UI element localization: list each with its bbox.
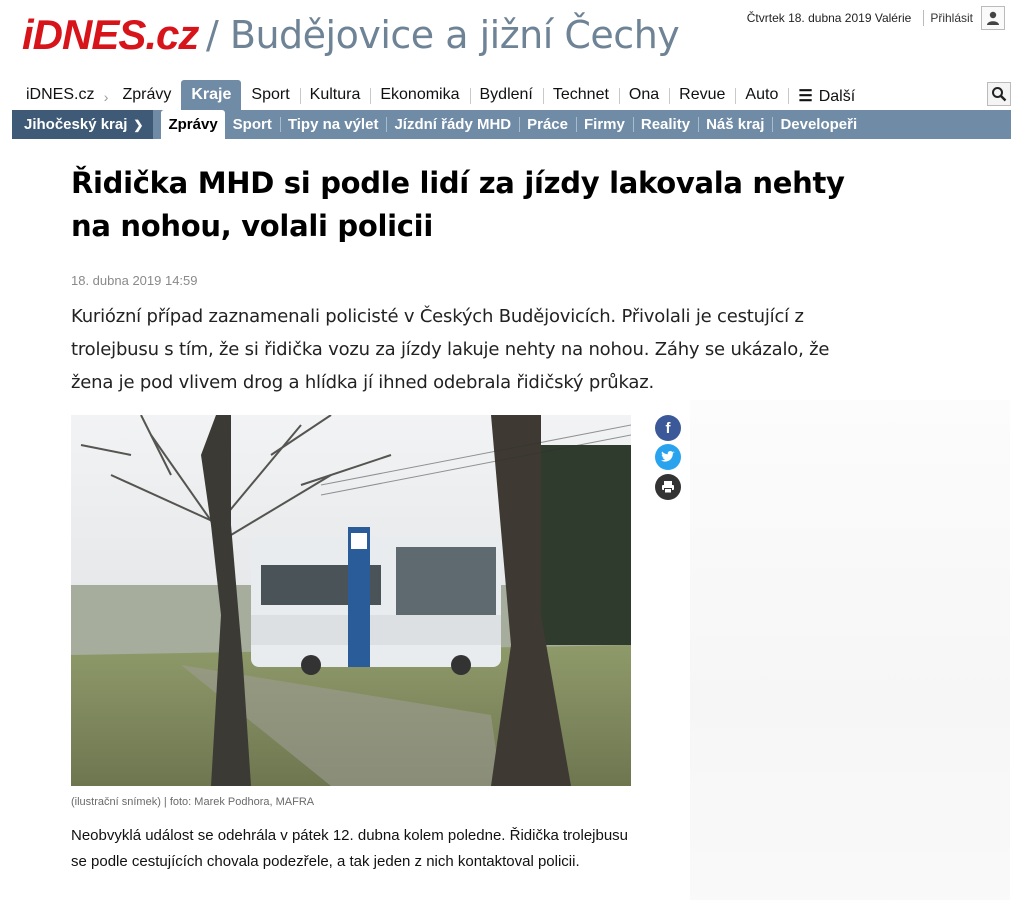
subnav-item-nas-kraj[interactable] (698, 110, 772, 139)
nav-label: Ekonomika (380, 86, 460, 103)
nav-label: Technet (552, 86, 609, 103)
site-header (0, 0, 1015, 78)
nav-label: Kraje (191, 86, 232, 103)
subnav-label: Sport (232, 116, 272, 133)
nav-item-sport[interactable] (241, 80, 299, 110)
article-body: Neobvyklá událost se odehrála v pátek 12. dubna kolem poledne. Řidička trolejbusu se podle cestujících chovala podezřele, a tak jeden z nich kontaktoval policii. (71, 827, 629, 870)
idnes-logo[interactable] (22, 11, 199, 58)
chevron-down-icon: ❯ (133, 118, 144, 132)
subnav-item-sport[interactable] (225, 110, 280, 139)
sub-nav (12, 110, 1011, 139)
nav-label: Bydlení (479, 86, 533, 103)
facebook-icon: f (665, 419, 671, 437)
subnav-label: Jízdní řády MHD (394, 116, 512, 133)
nav-item-zpravy[interactable] (112, 80, 181, 110)
nav-item-more[interactable] (788, 80, 865, 110)
twitter-icon (661, 451, 675, 463)
top-bar (747, 6, 1005, 30)
subnav-item-reality[interactable] (633, 110, 698, 139)
nav-item-idnes[interactable] (12, 80, 112, 110)
print-button[interactable] (655, 474, 681, 500)
login-link[interactable]: Přihlásit (930, 11, 973, 25)
nav-item-kultura[interactable] (300, 80, 371, 110)
search-button[interactable] (987, 82, 1011, 106)
subnav-label: Developeři (780, 116, 858, 133)
subnav-item-developeri[interactable] (772, 110, 865, 139)
nav-label: Auto (745, 86, 779, 103)
nav-item-auto[interactable] (735, 80, 788, 110)
print-icon (661, 480, 675, 494)
subnav-label: Reality (640, 116, 691, 133)
main-nav (12, 80, 1011, 110)
share-facebook-button[interactable] (655, 415, 681, 441)
subnav-label: Tipy na výlet (287, 116, 379, 133)
article-date: 18. dubna 2019 14:59 (71, 273, 198, 288)
nav-label: Zprávy (122, 86, 172, 103)
nav-label: Sport (251, 86, 290, 103)
nav-label: Další (818, 88, 856, 105)
subnav-item-prace[interactable] (519, 110, 576, 139)
nav-item-ona[interactable] (619, 80, 669, 110)
nav-item-ekonomika[interactable] (370, 80, 469, 110)
subnav-label: Práce (527, 116, 568, 133)
subnav-label: Firmy (584, 116, 625, 133)
photo-caption: (ilustrační snímek) | foto: Marek Podhora, MAFRA (71, 796, 315, 808)
divider (923, 10, 924, 26)
article-photo[interactable] (71, 415, 631, 786)
user-icon[interactable] (981, 6, 1005, 30)
subnav-item-tipy[interactable] (280, 110, 387, 139)
region-dropdown[interactable] (12, 110, 153, 139)
current-date: Čtvrtek 18. dubna 2019 Valérie (746, 11, 912, 25)
article-perex: Kuriózní případ zaznamenali policisté v Českých Budějovicích. Přivolali je cestující z trolejbusu s tím, že si řidička vozu za jízdy lakuje nehty na nohou. Záhy se ukázalo, že žena je pod vlivem drog a hlídka jí ihned odebrala řidičský průkaz. (71, 306, 830, 393)
subnav-item-zpravy[interactable] (161, 110, 224, 139)
share-twitter-button[interactable] (655, 444, 681, 470)
subnav-item-firmy[interactable] (576, 110, 633, 139)
subnav-item-jizdni-rady[interactable] (386, 110, 519, 139)
article-headline: Řidička MHD si podle lidí za jízdy lakovala nehty na nohou, volali policii (71, 166, 845, 243)
nav-label: Revue (679, 86, 726, 103)
nav-item-revue[interactable] (669, 80, 735, 110)
ad-placeholder (690, 400, 1010, 900)
logo-suffix: .cz (145, 11, 199, 58)
region-title[interactable]: / Budějovice a jižní Čechy (206, 13, 680, 57)
logo-text: iDNES (22, 11, 146, 58)
nav-label: Kultura (309, 86, 361, 103)
subnav-label: Zprávy (168, 116, 218, 133)
nav-item-bydleni[interactable] (470, 80, 543, 110)
subnav-label: Náš kraj (706, 116, 765, 133)
hamburger-icon: ☰ (798, 88, 813, 105)
region-label: Jihočeský kraj (24, 116, 128, 133)
search-icon (991, 86, 1007, 102)
nav-item-kraje[interactable] (181, 80, 241, 110)
chevron-right-icon: › (103, 89, 109, 105)
photo-illustration (71, 415, 631, 786)
nav-item-technet[interactable] (543, 80, 619, 110)
nav-label: Ona (628, 86, 660, 103)
nav-label: iDNES.cz (26, 86, 95, 103)
